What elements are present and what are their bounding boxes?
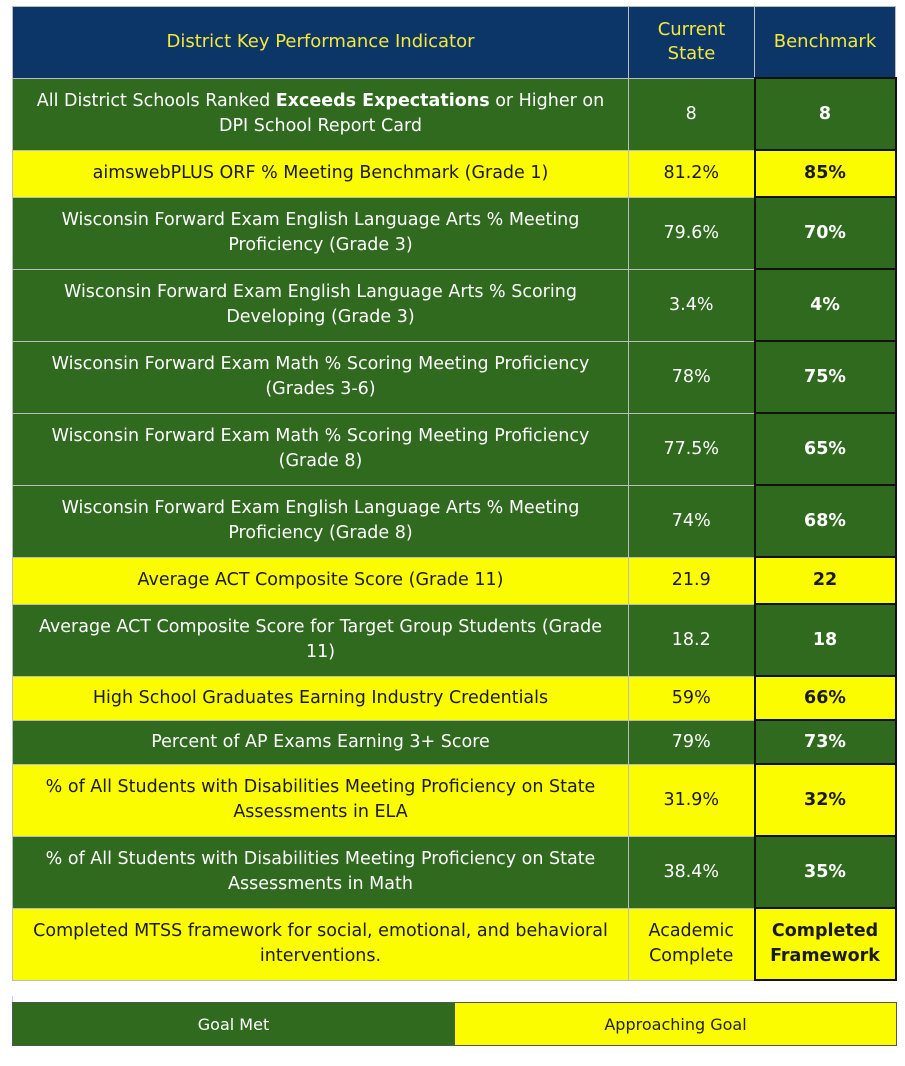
benchmark-cell: 32%: [755, 764, 896, 836]
header-benchmark: Benchmark: [755, 7, 896, 79]
indicator-cell: Wisconsin Forward Exam Math % Scoring Meeting Proficiency (Grade 8): [13, 413, 629, 485]
indicator-cell: Wisconsin Forward Exam English Language Arts % Meeting Proficiency (Grade 3): [13, 197, 629, 269]
benchmark-cell: 85%: [755, 150, 896, 197]
table-header-row: [13, 7, 896, 79]
indicator-cell: Average ACT Composite Score (Grade 11): [13, 557, 629, 604]
indicator-text-emphasis: Exceeds Expectations: [275, 91, 490, 111]
current-state-cell: 8: [629, 78, 755, 150]
table-row: [13, 764, 896, 836]
benchmark-cell: 22: [755, 557, 896, 604]
indicator-cell: % of All Students with Disabilities Meeting Proficiency on State Assessments in Math: [13, 836, 629, 908]
table-row: [13, 485, 896, 557]
current-state-cell: 38.4%: [629, 836, 755, 908]
indicator-cell: Average ACT Composite Score for Target Group Students (Grade 11): [13, 604, 629, 676]
table-row: [13, 557, 896, 604]
benchmark-cell: 4%: [755, 269, 896, 341]
table-row: [13, 269, 896, 341]
table-row: [13, 676, 896, 720]
benchmark-cell: 73%: [755, 720, 896, 764]
kpi-table: [12, 6, 897, 981]
legend: [12, 1002, 897, 1046]
table-row: [13, 150, 896, 197]
current-state-cell: 21.9: [629, 557, 755, 604]
indicator-text-pre: All District Schools Ranked: [36, 91, 276, 111]
benchmark-cell: 68%: [755, 485, 896, 557]
table-row: [13, 908, 896, 980]
benchmark-cell: 35%: [755, 836, 896, 908]
current-state-cell: 18.2: [629, 604, 755, 676]
header-current-state: [629, 7, 755, 79]
benchmark-cell: 65%: [755, 413, 896, 485]
benchmark-cell: 18: [755, 604, 896, 676]
indicator-cell: Completed MTSS framework for social, emotional, and behavioral interventions.: [13, 908, 629, 980]
table-row: [13, 341, 896, 413]
indicator-cell: [13, 78, 629, 150]
indicator-cell: aimswebPLUS ORF % Meeting Benchmark (Grade 1): [13, 150, 629, 197]
indicator-cell: Wisconsin Forward Exam English Language Arts % Meeting Proficiency (Grade 8): [13, 485, 629, 557]
indicator-text-post: or Higher on DPI School Report Card: [219, 91, 605, 136]
table-row: [13, 836, 896, 908]
benchmark-cell: 75%: [755, 341, 896, 413]
current-state-cell: 74%: [629, 485, 755, 557]
legend-approaching-goal: Approaching Goal: [455, 1003, 896, 1045]
legend-goal-met: Goal Met: [13, 1003, 455, 1045]
current-state-cell: 59%: [629, 676, 755, 720]
current-state-cell: 81.2%: [629, 150, 755, 197]
benchmark-cell: 66%: [755, 676, 896, 720]
current-state-cell: 79.6%: [629, 197, 755, 269]
current-state-cell: 77.5%: [629, 413, 755, 485]
table-row: [13, 78, 896, 150]
current-state-cell: 79%: [629, 720, 755, 764]
indicator-cell: High School Graduates Earning Industry Credentials: [13, 676, 629, 720]
indicator-cell: % of All Students with Disabilities Meeting Proficiency on State Assessments in ELA: [13, 764, 629, 836]
header-indicator: District Key Performance Indicator: [13, 7, 629, 79]
table-row: [13, 720, 896, 764]
indicator-cell: Wisconsin Forward Exam Math % Scoring Meeting Proficiency (Grades 3-6): [13, 341, 629, 413]
table-row: [13, 604, 896, 676]
current-state-cell: 3.4%: [629, 269, 755, 341]
table-row: [13, 413, 896, 485]
benchmark-cell: 8: [755, 78, 896, 150]
indicator-cell: Percent of AP Exams Earning 3+ Score: [13, 720, 629, 764]
current-state-cell: 78%: [629, 341, 755, 413]
benchmark-cell: Completed Framework: [755, 908, 896, 980]
table-row: [13, 197, 896, 269]
indicator-cell: Wisconsin Forward Exam English Language Arts % Scoring Developing (Grade 3): [13, 269, 629, 341]
benchmark-cell: 70%: [755, 197, 896, 269]
header-current-line2: State: [667, 43, 716, 65]
current-state-cell: Academic Complete: [629, 908, 755, 980]
current-state-cell: 31.9%: [629, 764, 755, 836]
header-current-line1: Current: [657, 19, 726, 41]
